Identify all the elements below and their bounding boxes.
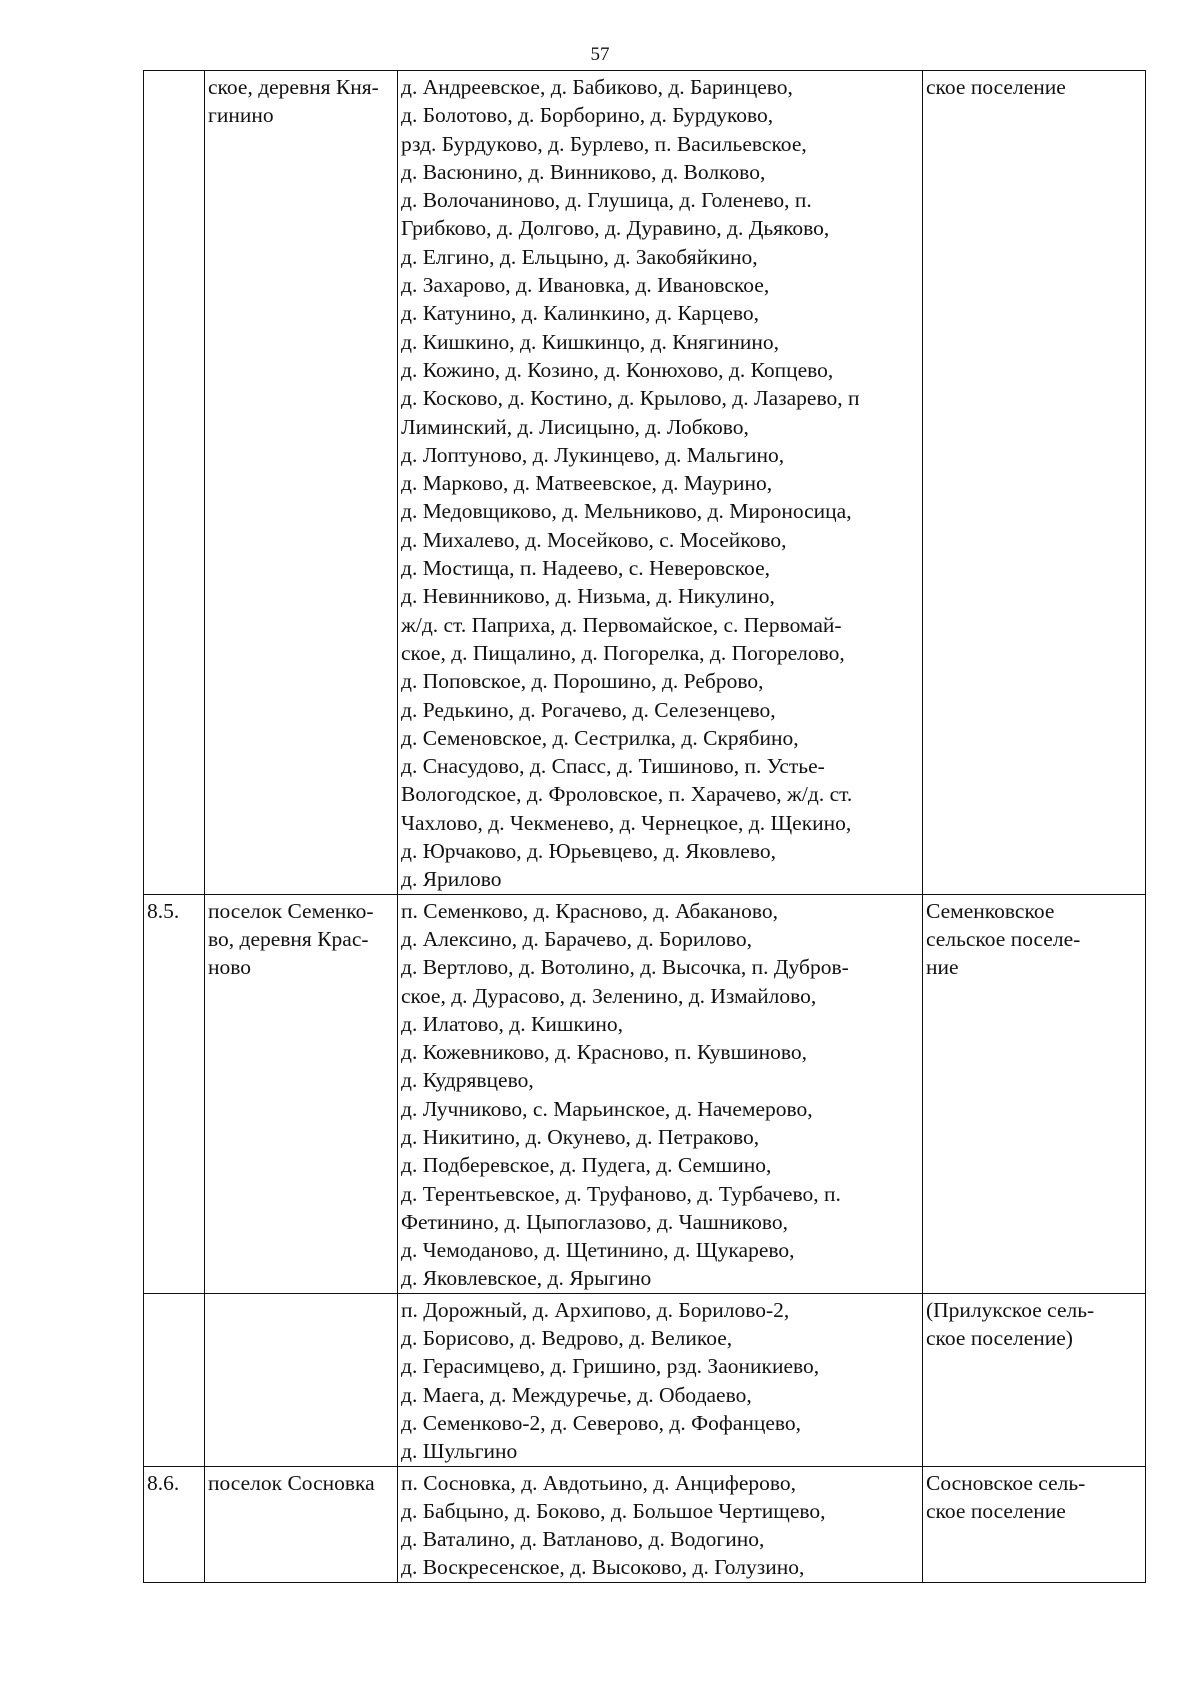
- settlement-line: д. Герасимцево, д. Гришино, рзд. Заоникиево,: [401, 1354, 820, 1379]
- settlement-line: п. Семенково, д. Красново, д. Абаканово,: [401, 898, 778, 923]
- settlement-line: д. Андреевское, д. Бабиково, д. Баринцево,: [401, 75, 793, 99]
- settlement-line: д. Елгино, д. Ельцыно, д. Закобяйкино,: [401, 244, 758, 269]
- admin-center-line: ново: [208, 955, 252, 980]
- municipality-line: сельское поселе-: [926, 926, 1081, 951]
- table-row: [144, 1293, 1146, 1466]
- table-row: [144, 1466, 1146, 1582]
- row-number-cell: [144, 71, 205, 895]
- settlement-line: д. Катунино, д. Калинкино, д. Карцево,: [401, 301, 760, 326]
- settlement-line: ское, д. Дурасово, д. Зеленино, д. Измайлово,: [401, 983, 817, 1008]
- settlement-line: д. Медовщиково, д. Мельниково, д. Мироносица,: [401, 499, 852, 524]
- municipality-cell: [923, 1466, 1146, 1582]
- settlement-line: д. Семеновское, д. Сестрилка, д. Скрябино,: [401, 725, 799, 750]
- settlements-table: [143, 70, 1146, 1583]
- settlement-line: д. Мостища, п. Надеево, с. Неверовское,: [401, 556, 770, 581]
- settlement-line: д. Алексино, д. Барачево, д. Борилово,: [401, 926, 752, 951]
- municipality-line: ское поселение): [926, 1326, 1073, 1351]
- settlement-line: д. Поповское, д. Порошино, д. Реброво,: [401, 669, 764, 694]
- settlement-line: д. Бабцыно, д. Боково, д. Большое Чертищево,: [401, 1498, 826, 1523]
- row-number-cell: [144, 1293, 205, 1466]
- settlement-line: п. Сосновка, д. Авдотьино, д. Анциферово,: [401, 1470, 797, 1495]
- row-number: 8.5.: [147, 898, 180, 923]
- settlement-line: д. Кожевниково, д. Красново, п. Кувшиново,: [401, 1040, 808, 1065]
- row-number-cell: [144, 894, 205, 1293]
- admin-center-cell: [205, 894, 398, 1293]
- settlements-list-cell: [398, 1466, 923, 1582]
- settlement-line: д. Невинниково, д. Низьма, д. Никулино,: [401, 584, 775, 609]
- municipality-line: ское поселение: [926, 1498, 1066, 1523]
- settlement-line: д. Илатово, д. Кишкино,: [401, 1011, 623, 1036]
- settlement-line: д. Волочаниново, д. Глушица, д. Голенево, п.: [401, 188, 812, 213]
- settlement-line: рзд. Бурдуково, д. Бурлево, п. Васильевское,: [401, 131, 807, 156]
- municipality-line: Семенковское: [926, 898, 1055, 923]
- settlement-line: д. Чемоданово, д. Щетинино, д. Щукарево,: [401, 1238, 795, 1263]
- settlement-line: д. Юрчаково, д. Юрьевцево, д. Яковлево,: [401, 839, 776, 864]
- settlement-line: д. Шульгино: [401, 1439, 518, 1464]
- row-number: 8.6.: [147, 1470, 180, 1495]
- settlements-list-cell: [398, 894, 923, 1293]
- settlement-line: д. Борисово, д. Ведрово, д. Великое,: [401, 1326, 733, 1351]
- settlement-line: д. Марково, д. Матвеевское, д. Маурино,: [401, 471, 773, 496]
- settlement-line: ское, д. Пищалино, д. Погорелка, д. Погорелово,: [401, 640, 845, 665]
- admin-center-cell: [205, 71, 398, 895]
- settlement-line: д. Редькино, д. Рогачево, д. Селезенцево,: [401, 697, 776, 722]
- settlement-line: Фетинино, д. Цыпоглазово, д. Чашниково,: [401, 1209, 788, 1234]
- settlements-list-cell: [398, 1293, 923, 1466]
- settlement-line: д. Болотово, д. Борборино, д. Бурдуково,: [401, 103, 774, 128]
- municipality-line: ние: [926, 955, 959, 980]
- settlement-line: д. Семенково-2, д. Северово, д. Фофанцево,: [401, 1410, 801, 1435]
- admin-center-line: поселок Семенко-: [208, 898, 374, 923]
- settlement-line: д. Подберевское, д. Пудега, д. Семшино,: [401, 1153, 772, 1178]
- settlement-line: д. Ваталино, д. Ватланово, д. Водогино,: [401, 1527, 765, 1552]
- admin-center-cell: [205, 1293, 398, 1466]
- municipality-cell: [923, 1293, 1146, 1466]
- municipality-cell: [923, 71, 1146, 895]
- settlement-line: д. Лоптуново, д. Лукинцево, д. Мальгино,: [401, 442, 785, 467]
- settlement-line: д. Косково, д. Костино, д. Крылово, д. Лазарево, п: [401, 386, 860, 411]
- admin-center-line: поселок Сосновка: [208, 1470, 375, 1495]
- settlement-line: Вологодское, д. Фроловское, п. Харачево, ж/д. ст.: [401, 782, 853, 807]
- settlement-line: д. Захарово, д. Ивановка, д. Ивановское,: [401, 273, 770, 298]
- settlement-line: Чахлово, д. Чекменево, д. Чернецкое, д. Щекино,: [401, 810, 852, 835]
- settlement-line: Лиминский, д. Лисицыно, д. Лобково,: [401, 414, 749, 439]
- settlement-line: д. Маега, д. Междуречье, д. Ободаево,: [401, 1382, 752, 1407]
- settlement-line: д. Михалево, д. Мосейково, с. Мосейково,: [401, 527, 787, 552]
- table-row: [144, 894, 1146, 1293]
- page-number: 57: [590, 44, 610, 65]
- municipality-line: Сосновское сель-: [926, 1470, 1086, 1495]
- settlement-line: д. Кожино, д. Козино, д. Конюхово, д. Копцево,: [401, 357, 834, 382]
- table-row: [144, 71, 1146, 895]
- settlement-line: д. Никитино, д. Окунево, д. Петраково,: [401, 1124, 760, 1149]
- settlement-line: Грибково, д. Долгово, д. Дуравино, д. Дьяково,: [401, 216, 830, 241]
- settlement-line: д. Васюнино, д. Винниково, д. Волково,: [401, 159, 766, 184]
- settlement-line: д. Яковлевское, д. Ярыгино: [401, 1266, 652, 1291]
- settlement-line: д. Кудрявцево,: [401, 1068, 534, 1093]
- settlement-line: п. Дорожный, д. Архипово, д. Борилово-2,: [401, 1297, 790, 1322]
- row-number-cell: [144, 1466, 205, 1582]
- admin-center-line: гинино: [208, 103, 274, 128]
- admin-center-cell: [205, 1466, 398, 1582]
- settlement-line: ж/д. ст. Паприха, д. Первомайское, с. Первомай-: [401, 612, 842, 637]
- settlement-line: д. Кишкино, д. Кишкинцо, д. Княгинино,: [401, 329, 779, 354]
- settlements-list-cell: [398, 71, 923, 895]
- settlement-line: д. Ярилово: [401, 867, 502, 892]
- municipality-cell: [923, 894, 1146, 1293]
- settlement-line: д. Снасудово, д. Спасс, д. Тишиново, п. Устье-: [401, 754, 825, 779]
- settlement-line: д. Лучниково, с. Марьинское, д. Начемерово,: [401, 1096, 813, 1121]
- settlement-line: д. Вертлово, д. Вотолино, д. Высочка, п. Дубров-: [401, 955, 849, 980]
- table-body: [144, 71, 1146, 1583]
- settlement-line: д. Терентьевское, д. Труфаново, д. Турбачево, п.: [401, 1181, 841, 1206]
- municipality-line: (Прилукское сель-: [926, 1297, 1095, 1322]
- municipality-line: ское поселение: [926, 75, 1066, 99]
- admin-center-line: ское, деревня Кня-: [208, 75, 379, 99]
- admin-center-line: во, деревня Крас-: [208, 926, 369, 951]
- settlement-line: д. Воскресенское, д. Высоково, д. Голузино,: [401, 1555, 805, 1580]
